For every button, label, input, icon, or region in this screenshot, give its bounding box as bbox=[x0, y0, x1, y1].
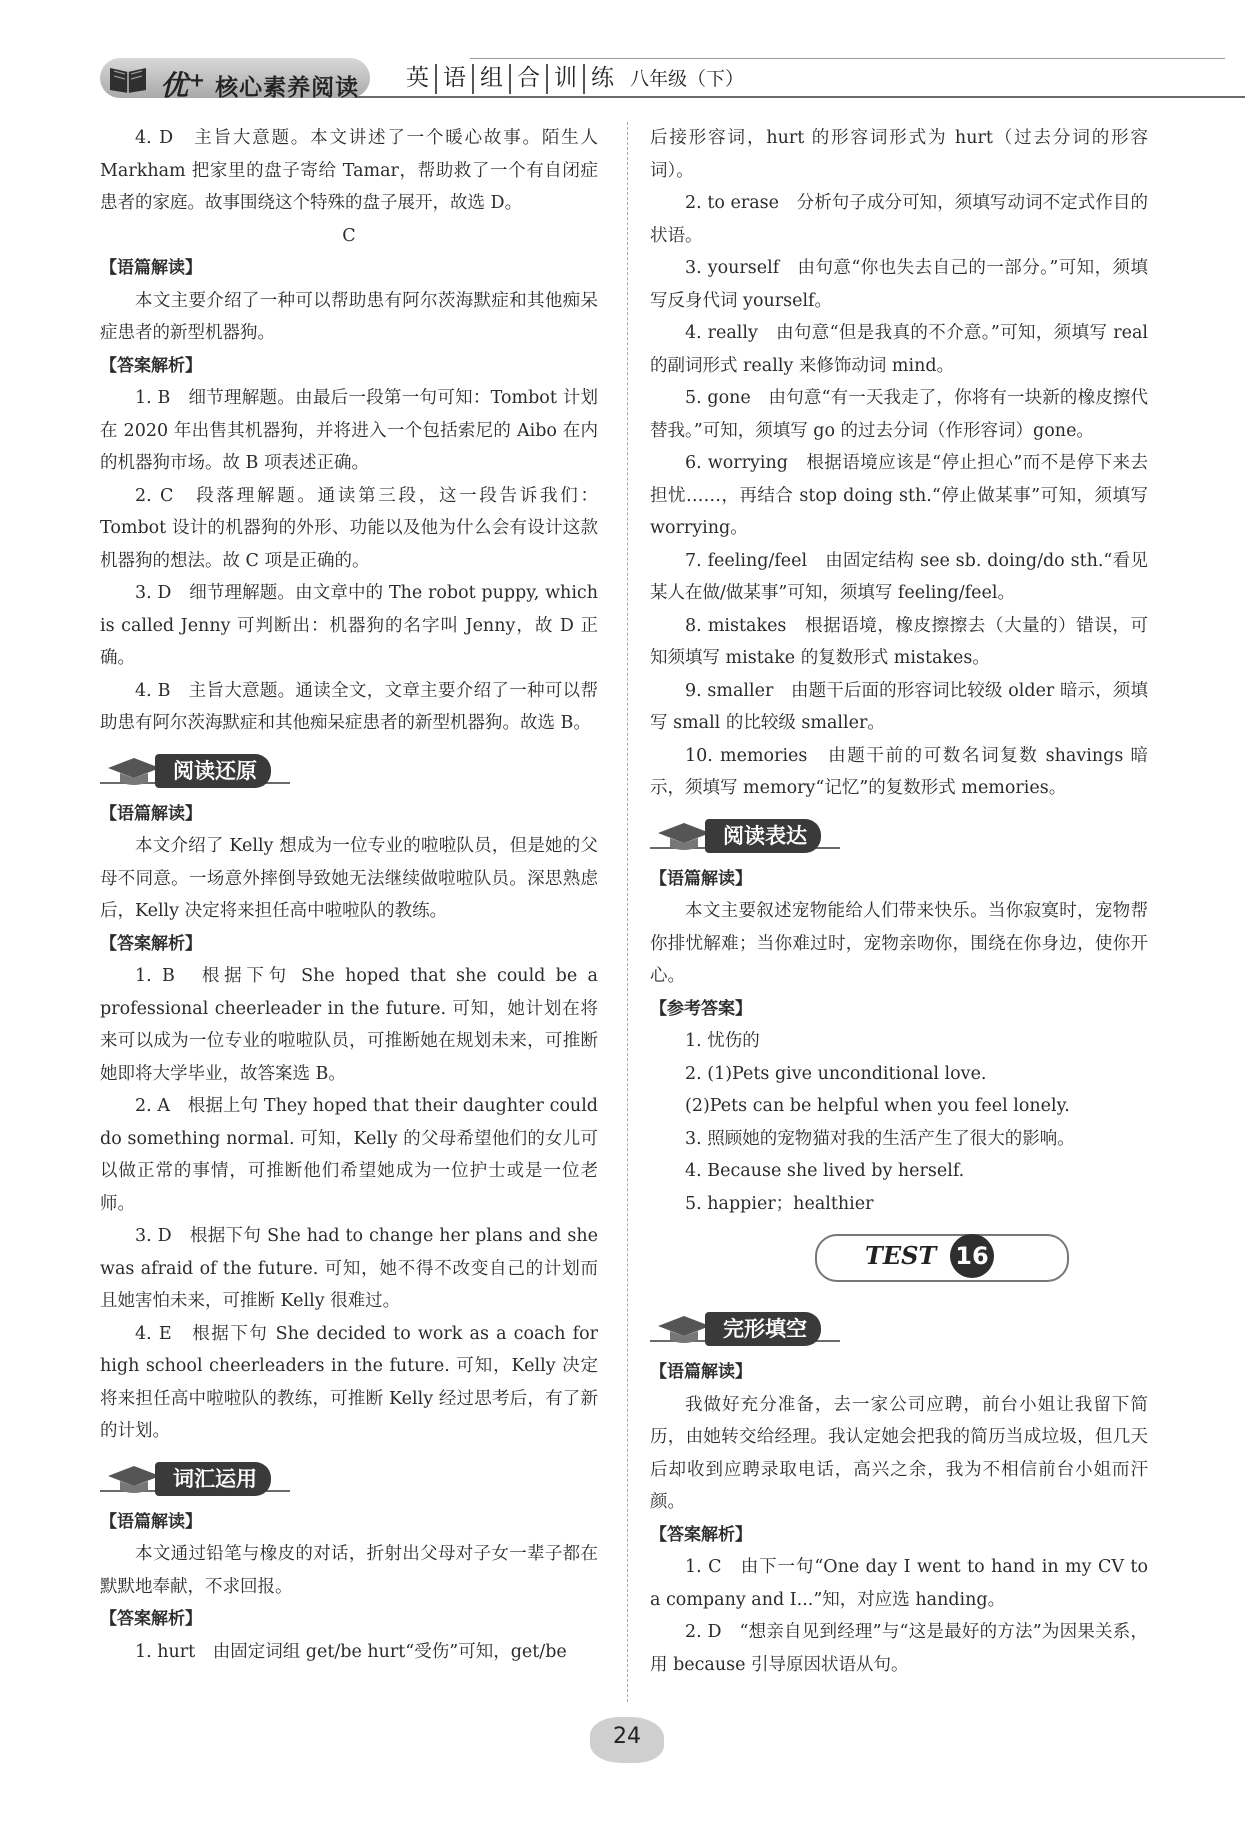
section-header-vocab bbox=[100, 1456, 598, 1502]
answer-item: 3. D 细节理解题。由文章中的 The robot puppy, which is called Jenny 可判断出：机器狗的名字叫 Jenny，故 D 正确。 bbox=[100, 583, 598, 668]
series-char: 英 bbox=[406, 65, 429, 91]
right-column bbox=[650, 122, 1148, 1681]
answer-item: 2. (1)Pets give unconditional love. bbox=[685, 1063, 987, 1084]
header-top-rule bbox=[470, 58, 1225, 59]
test-number: 16 bbox=[950, 1234, 994, 1278]
answer-item: 3. D 根据下句 She had to change her plans and she was afraid of the future. 可知，她不得不改变自己的计划而且她害怕未来，可推断 Kelly 很难过。 bbox=[100, 1226, 598, 1311]
answer-item: 1. hurt 由固定词组 get/be hurt“受伤”可知，get/be bbox=[135, 1641, 567, 1662]
passage-summary: 本文介绍了 Kelly 想成为一位专业的啦啦队员，但是她的父母不同意。一场意外摔倒导致她无法继续做啦啦队员。深思熟虑后，Kelly 决定将来担任高中啦啦队的教练。 bbox=[100, 836, 598, 921]
section-header-cloze bbox=[650, 1306, 1148, 1352]
answer-item: 4. really 由句意“但是我真的不介意。”可知，须填写 real 的副词形式 really 来修饰动词 mind。 bbox=[650, 323, 1148, 376]
section-tag: 【语篇解读】 bbox=[100, 1511, 202, 1532]
section-title: 完形填空 bbox=[705, 1312, 821, 1346]
answer-item: 1. B 细节理解题。由最后一段第一句可知：Tombot 计划在 2020 年出售其机器狗，并将进入一个包括索尼的 Aibo 在内的机器狗市场。故 B 项表述正确。 bbox=[100, 388, 598, 473]
section-tag: 【答案解析】 bbox=[100, 933, 202, 954]
answer-item: 4. D 主旨大意题。本文讲述了一个暖心故事。陌生人 Markham 把家里的盘子寄给 Tamar，帮助救了一个有自闭症患者的家庭。故事围绕这个特殊的盘子展开，故选 D。 bbox=[100, 128, 598, 213]
answer-item: 2. A 根据上句 They hoped that their daughter could do something normal. 可知，Kelly 的父母希望他们的女儿可以做正常的事情，可推断他们希望她成为一位护士或是一位老师。 bbox=[100, 1096, 598, 1214]
section-tag: 【答案解析】 bbox=[100, 355, 202, 376]
answer-item: 10. memories 由题干前的可数名词复数 shavings 暗示，须填写 memory“记忆”的复数形式 memories。 bbox=[650, 745, 1148, 798]
answer-item: 4. B 主旨大意题。通读全文，文章主要介绍了一种可以帮助患有阿尔茨海默症和其他痴呆症患者的新型机器狗。故选 B。 bbox=[100, 680, 598, 733]
answer-item: 5. gone 由句意“有一天我走了，你将有一块新的橡皮擦代替我。”可知，须填写 go 的过去分词（作形容词）gone。 bbox=[650, 388, 1148, 441]
logo-text: 优+ 核心素养阅读 bbox=[160, 68, 360, 102]
answer-item: 3. yourself 由句意“你也失去自己的一部分。”可知，须填写反身代词 yourself。 bbox=[650, 258, 1148, 311]
answer-item: 5. happier；healthier bbox=[685, 1193, 874, 1214]
answer-item: 2. to erase 分析句子成分可知，须填写动词不定式作目的状语。 bbox=[650, 193, 1148, 246]
page-number-badge bbox=[590, 1717, 664, 1763]
page-header bbox=[100, 52, 1245, 110]
section-title: 阅读还原 bbox=[155, 754, 271, 788]
page-number: 24 bbox=[613, 1724, 641, 1749]
passage-summary: 本文主要叙述宠物能给人们带来快乐。当你寂寞时，宠物帮你排忧解难；当你难过时，宠物亲吻你，围绕在你身边，使你开心。 bbox=[650, 901, 1148, 986]
answer-item: 后接形容词，hurt 的形容词形式为 hurt（过去分词的形容词）。 bbox=[650, 128, 1148, 181]
test-badge-frame bbox=[815, 1234, 1069, 1282]
section-title: 词汇运用 bbox=[155, 1462, 271, 1496]
answer-item: 8. mistakes 根据语境，橡皮擦擦去（大量的）错误，可知须填写 mistake 的复数形式 mistakes。 bbox=[650, 615, 1148, 668]
test-word: TEST bbox=[865, 1241, 937, 1270]
section-tag: 【语篇解读】 bbox=[650, 1362, 752, 1382]
section-title: 阅读表达 bbox=[705, 819, 821, 853]
series-char: 合 bbox=[509, 64, 546, 94]
series-logo bbox=[100, 58, 370, 102]
logo-prefix: 优 bbox=[160, 69, 190, 102]
answer-item: 1. B 根据下句 She hoped that she could be a professional cheerleader in the future. 可知，她计划在将来可以成为一位专业的啦啦队员，可推断她在规划未来，可推断她即将大学毕业，故答案选 B。 bbox=[100, 966, 598, 1084]
answer-item: 1. C 由下一句“One day I went to hand in my CV to a company and I...”知，对应选 handing。 bbox=[650, 1557, 1148, 1610]
header-rule bbox=[310, 96, 1245, 98]
answer-item: 7. feeling/feel 由固定结构 see sb. doing/do sth.“看见某人在做/做某事”可知，须填写 feeling/feel。 bbox=[650, 550, 1148, 603]
answer-item: 3. 照顾她的宠物猫对我的生活产生了很大的影响。 bbox=[685, 1128, 1075, 1149]
passage-label: C bbox=[342, 225, 356, 246]
section-tag: 【语篇解读】 bbox=[100, 803, 202, 824]
passage-summary: 本文通过铅笔与橡皮的对话，折射出父母对子女一辈子都在默默地奉献，不求回报。 bbox=[100, 1544, 598, 1597]
series-char: 组 bbox=[472, 64, 509, 94]
section-tag: 【语篇解读】 bbox=[100, 258, 202, 278]
section-tag: 【参考答案】 bbox=[650, 998, 752, 1019]
series-char: 训 bbox=[546, 64, 583, 94]
section-tag: 【语篇解读】 bbox=[650, 868, 752, 889]
test-badge bbox=[650, 1226, 1148, 1296]
section-tag: 【答案解析】 bbox=[650, 1524, 752, 1545]
section-tag: 【答案解析】 bbox=[100, 1609, 202, 1629]
series-title bbox=[400, 64, 744, 94]
passage-summary: 我做好充分准备，去一家公司应聘，前台小姐让我留下简历，由她转交给经理。我认定她会把我的简历当成垃圾，但几天后却收到应聘录取电话，高兴之余，我为不相信前台小姐而汗颜。 bbox=[650, 1394, 1148, 1512]
column-divider bbox=[627, 122, 628, 1702]
answer-item: 2. D “想亲自见到经理”与“这是最好的方法”为因果关系，用 because 引导原因状语从句。 bbox=[650, 1622, 1148, 1675]
answer-item: 4. Because she lived by herself. bbox=[685, 1161, 965, 1181]
logo-title: 核心素养阅读 bbox=[215, 75, 360, 101]
left-column bbox=[100, 122, 598, 1668]
answer-item: 2. C 段落理解题。通读第三段，这一段告诉我们：Tombot 设计的机器狗的外形、功能以及他为什么会有设计这款机器狗的想法。故 C 项是正确的。 bbox=[100, 485, 598, 571]
answer-item: 6. worrying 根据语境应该是“停止担心”而不是停下来去担忧……，再结合 stop doing sth.“停止做某事”可知，须填写 worrying。 bbox=[650, 453, 1148, 538]
series-char: 语 bbox=[435, 64, 472, 94]
answer-item: (2)Pets can be helpful when you feel lonely. bbox=[685, 1096, 1070, 1116]
series-char: 练 bbox=[583, 64, 620, 94]
book-icon bbox=[108, 62, 148, 94]
grade-label: 八年级（下） bbox=[630, 68, 745, 90]
answer-item: 4. E 根据下句 She decided to work as a coach for high school cheerleaders in the future. 可知，Kelly 决定将来担任高中啦啦队的教练，可推断 Kelly 经过思考后，有了新的计划。 bbox=[100, 1323, 598, 1441]
passage-summary: 本文主要介绍了一种可以帮助患有阿尔茨海默症和其他痴呆症患者的新型机器狗。 bbox=[100, 290, 598, 343]
section-header-express bbox=[650, 813, 1148, 859]
section-header-restore bbox=[100, 748, 598, 794]
answer-item: 1. 忧伤的 bbox=[685, 1031, 760, 1051]
answer-item: 9. smaller 由题干后面的形容词比较级 older 暗示，须填写 small 的比较级 smaller。 bbox=[650, 680, 1148, 733]
